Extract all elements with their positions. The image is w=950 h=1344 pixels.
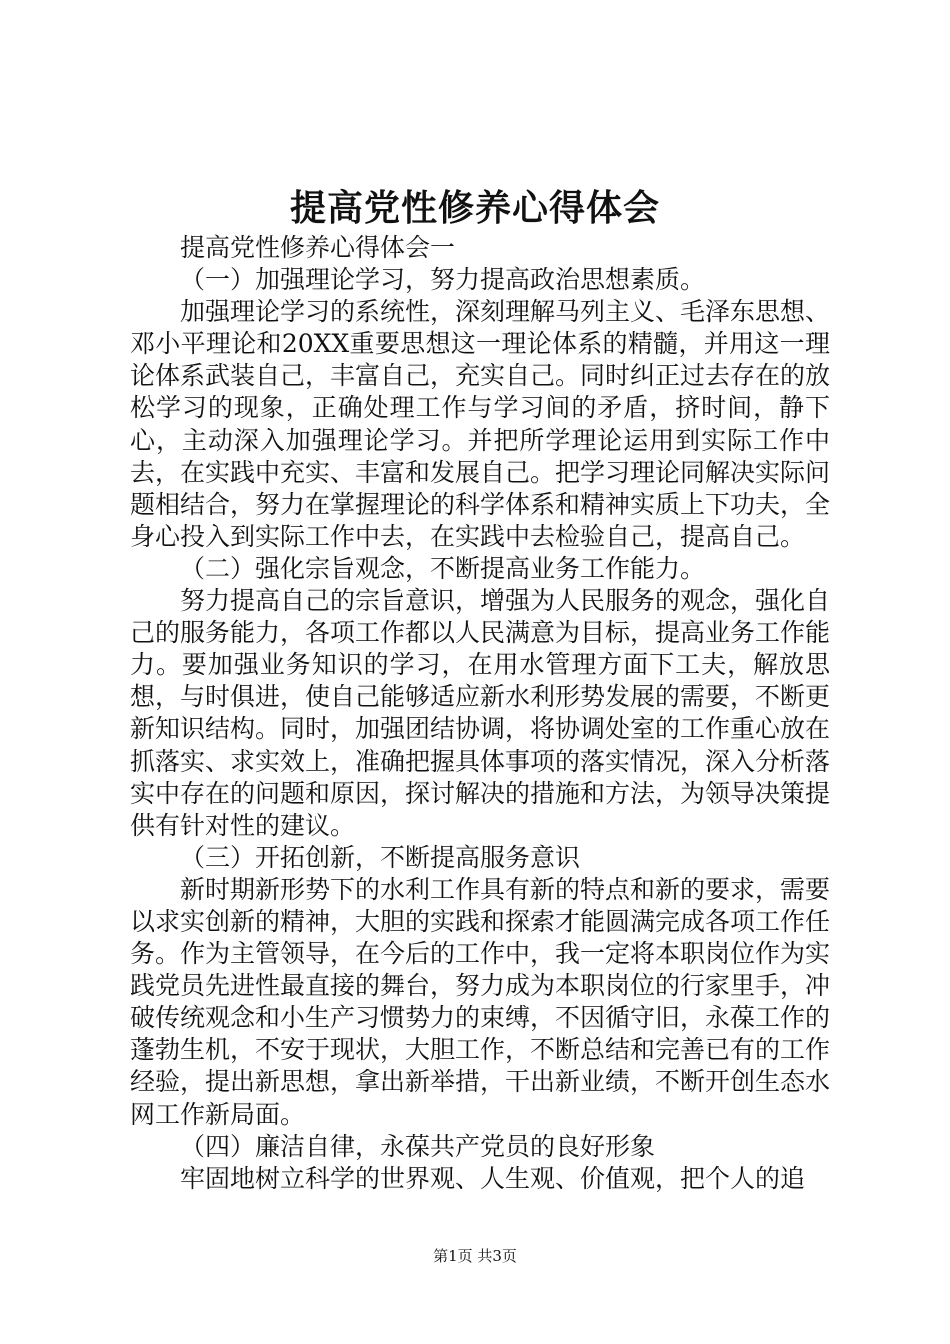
subsection-heading: （三）开拓创新，不断提高服务意识 bbox=[180, 842, 581, 872]
page-footer: 第1页 共3页 bbox=[433, 1247, 517, 1265]
subsection-heading: （一）加强理论学习，努力提高政治思想素质。 bbox=[180, 265, 706, 295]
subsection-heading: （四）廉洁自律，永葆共产党员的良好形象 bbox=[180, 1131, 656, 1161]
subsection-heading: （二）强化宗旨观念，不断提高业务工作能力。 bbox=[180, 553, 706, 583]
body-paragraph: 努力提高自己的宗旨意识，增强为人民服务的观念，强化自己的服务能力，各项工作都以人民满意为目标，提高业务工作能力。要加强业务知识的学习，在用水管理方面下工夫，解放思想，与时俱进，使自己能够适应新水利形势发展的需要，不断更新知识结构。同时，加强团结协调，将协调处室的工作重心放在抓落实、求实效上，准确把握具体事项的落实情况，深入分析落实中存在的问题和原因，探讨解决的措施和方法，为领导决策提供有针对性的建议。 bbox=[130, 586, 831, 840]
body-paragraph: 新时期新形势下的水利工作具有新的特点和新的要求，需要以求实创新的精神，大胆的实践和探索才能圆满完成各项工作任务。作为主管领导，在今后的工作中，我一定将本职岗位作为实践党员先进性最直接的舞台，努力成为本职岗位的行家里手，冲破传统观念和小生产习惯势力的束缚，不因循守旧，永葆工作的蓬勃生机，不安于现状，大胆工作，不断总结和完善已有的工作经验，提出新思想，拿出新举措，干出新业绩，不断开创生态水网工作新局面。 bbox=[130, 874, 831, 1129]
document-body bbox=[130, 232, 830, 1195]
body-paragraph: 加强理论学习的系统性，深刻理解马列主义、毛泽东思想、邓小平理论和20XX重要思想这一理论体系的精髓，并用这一理论体系武装自己，丰富自己，充实自己。同时纠正过去存在的放松学习的现象，正确处理工作与学习间的矛盾，挤时间，静下心，主动深入加强理论学习。并把所学理论运用到实际工作中去，在实践中充实、丰富和发展自己。把学习理论同解决实际问题相结合，努力在掌握理论的科学体系和精神实质上下功夫，全身心投入到实际工作中去，在实践中去检验自己，提高自己。 bbox=[130, 297, 831, 551]
document-title: 提高党性修养心得体会 bbox=[289, 187, 660, 229]
section-heading: 提高党性修养心得体会一 bbox=[180, 233, 456, 262]
body-paragraph: 牢固地树立科学的世界观、人生观、价值观，把个人的追 bbox=[180, 1163, 806, 1193]
